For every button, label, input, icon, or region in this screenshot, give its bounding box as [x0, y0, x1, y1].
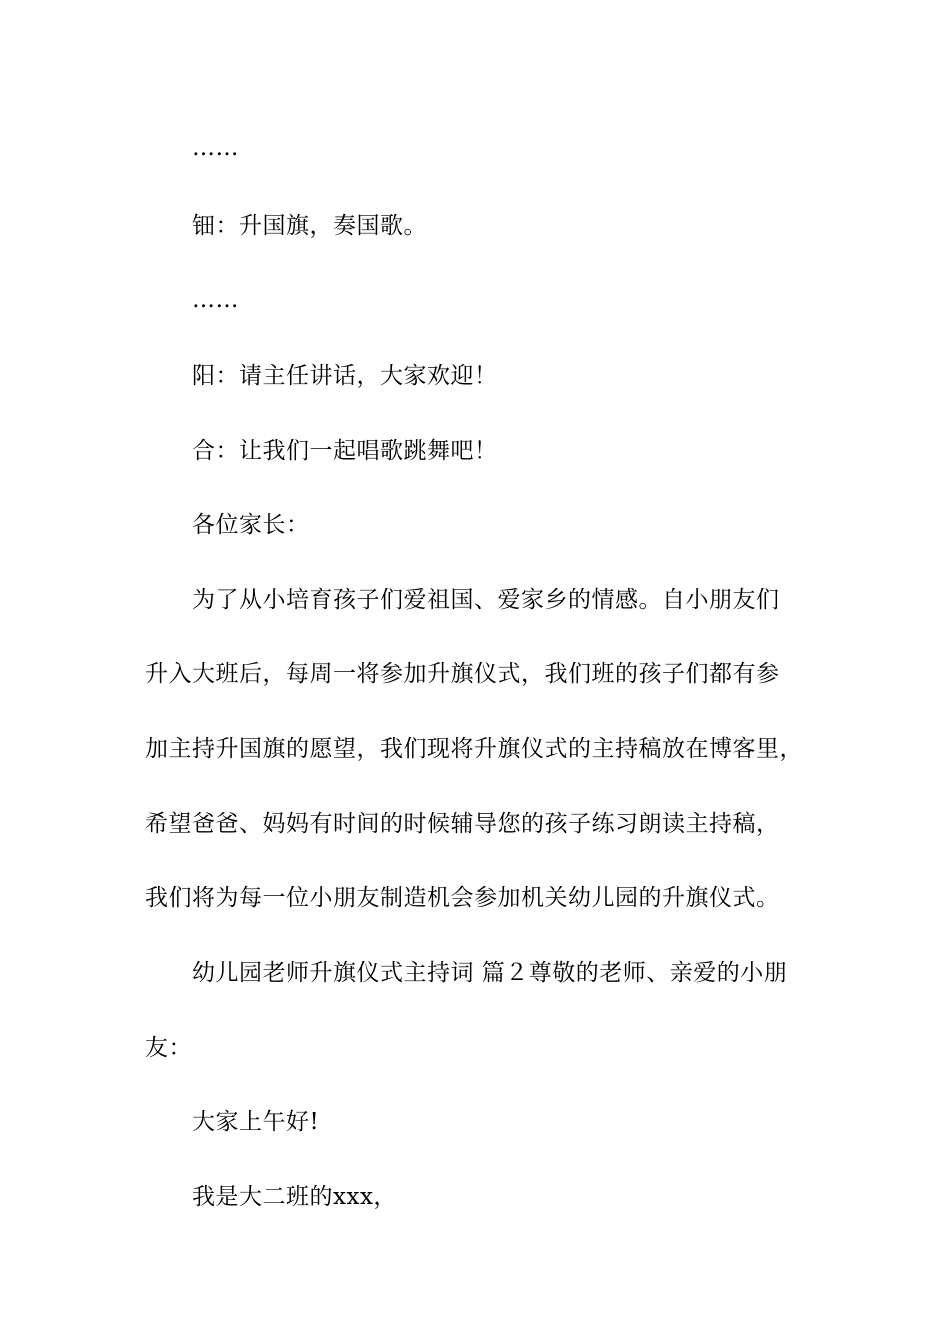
- paragraph-line: 友：: [145, 1035, 192, 1061]
- paragraph-line: 希望爸爸、妈妈有时间的时候辅导您的孩子练习朗读主持稿，: [145, 811, 780, 837]
- paragraph-line: 为了从小培育孩子们爱祖国、爱家乡的情感。自小朋友们: [192, 587, 780, 613]
- greeting-line: 大家上午好!: [192, 1109, 320, 1135]
- dialogue-line: 钿：升国旗，奏国歌。: [192, 213, 427, 239]
- paragraph-line: 升入大班后，每周一将参加升旗仪式，我们班的孩子们都有参: [145, 661, 780, 687]
- paragraph-line: 幼儿园老师升旗仪式主持词 篇２尊敬的老师、亲爱的小朋: [192, 960, 788, 986]
- dialogue-line: 合：让我们一起唱歌跳舞吧！: [192, 438, 498, 464]
- ellipsis-line: ……: [192, 287, 239, 313]
- dialogue-line: 阳：请主任讲话，大家欢迎！: [192, 363, 498, 389]
- paragraph-line: 加主持升国旗的愿望，我们现将升旗仪式的主持稿放在博客里，: [145, 736, 803, 762]
- paragraph-line: 我们将为每一位小朋友制造机会参加机关幼儿园的升旗仪式。: [145, 885, 780, 911]
- ellipsis-line: ……: [192, 135, 239, 161]
- introduction-line: 我是大二班的xxx，: [192, 1184, 397, 1210]
- salutation-line: 各位家长：: [192, 512, 310, 538]
